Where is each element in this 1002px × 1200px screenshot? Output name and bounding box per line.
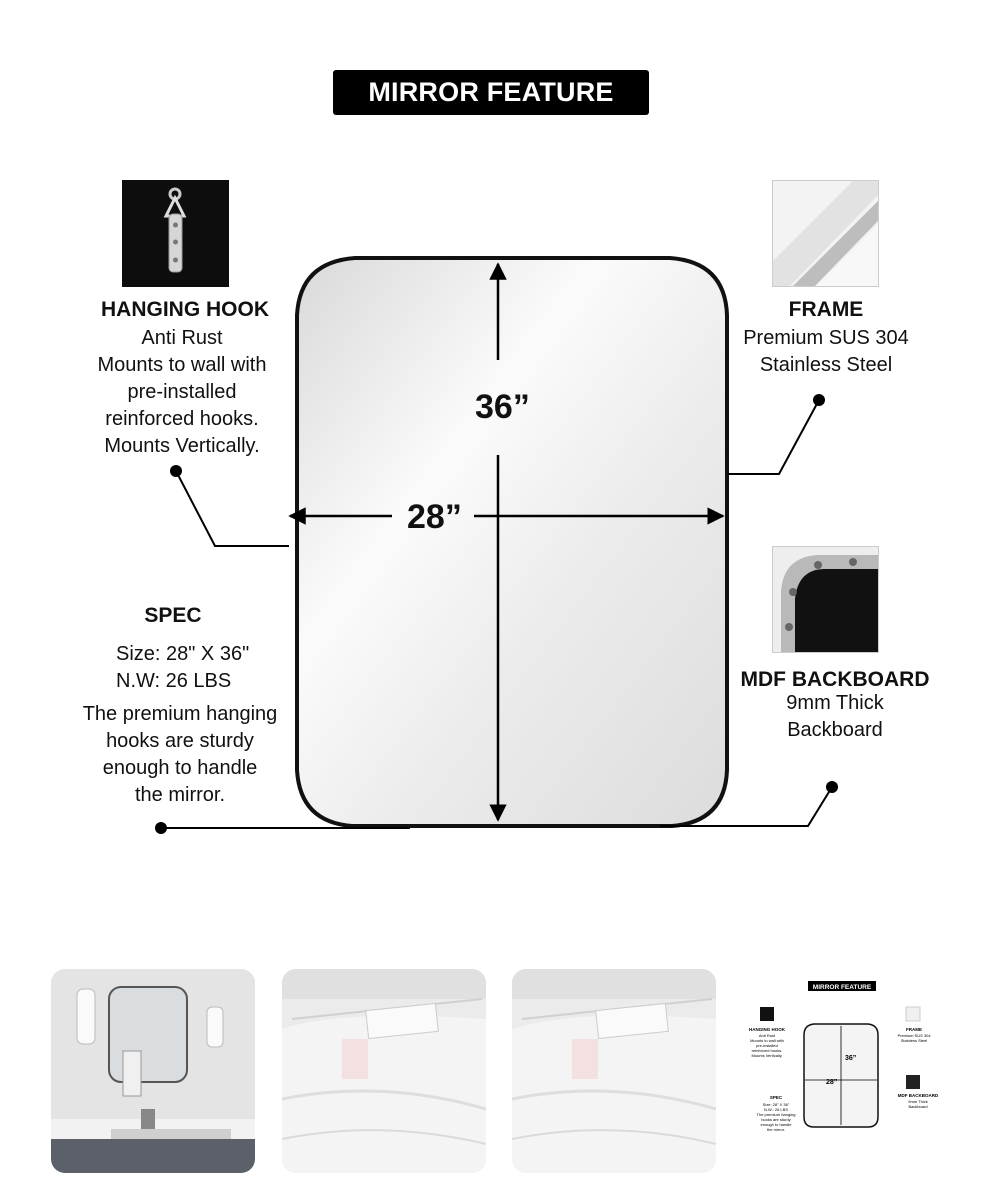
hook-line: pre-installed bbox=[127, 381, 237, 403]
mini-backboard-line: Backboard bbox=[908, 1104, 928, 1109]
mini-frame-heading: FRAME bbox=[906, 1027, 922, 1032]
spec-leader-dot bbox=[155, 822, 167, 834]
gallery-thumb-bathroom[interactable] bbox=[51, 969, 255, 1173]
mini-spec-line: enough to handle bbox=[760, 1122, 792, 1127]
mini-backboard-heading: MDF BACKBOARD bbox=[897, 1093, 939, 1098]
mini-spec-line: Size: 28" X 36" bbox=[762, 1102, 790, 1107]
frame-line: Stainless Steel bbox=[759, 354, 893, 376]
hook-line: Mounts Vertically. bbox=[104, 435, 260, 457]
mini-hook-heading: HANGING HOOK bbox=[749, 1027, 785, 1032]
frame-image bbox=[772, 180, 879, 287]
mini-hook-line: Mounts Vertically. bbox=[751, 1053, 783, 1058]
hanging-hook-description bbox=[62, 325, 302, 460]
frame-line: Premium SUS 304 bbox=[743, 327, 909, 349]
frame-heading: FRAME bbox=[788, 298, 864, 321]
hook-leader-line bbox=[176, 471, 289, 546]
spec-line: hooks are sturdy bbox=[106, 730, 254, 752]
spec-weight: N.W: 26 LBS bbox=[116, 670, 232, 692]
height-dimension-label: 36” bbox=[475, 388, 530, 426]
hook-line: Anti Rust bbox=[141, 327, 223, 349]
gallery-thumb-package-1[interactable] bbox=[282, 969, 486, 1173]
hanging-hook-heading: HANGING HOOK bbox=[101, 298, 269, 321]
mini-width-label: 28” bbox=[826, 1079, 838, 1086]
frame-description bbox=[716, 325, 936, 379]
gallery-thumb-package-2[interactable] bbox=[512, 969, 716, 1173]
width-dimension-label: 28” bbox=[407, 498, 462, 536]
backboard-line: Backboard bbox=[787, 719, 883, 741]
mini-hook-line: Mounts to wall with bbox=[750, 1038, 784, 1043]
mini-hook-line: Anti Rust bbox=[758, 1033, 776, 1038]
hook-leader-dot bbox=[170, 465, 182, 477]
mini-spec-heading: SPEC bbox=[769, 1095, 783, 1100]
page-title: MIRROR FEATURE bbox=[333, 70, 649, 115]
backboard-leader-dot bbox=[826, 781, 838, 793]
gallery-thumb-feature[interactable] bbox=[742, 969, 946, 1173]
spec-size: Size: 28" X 36" bbox=[116, 643, 250, 665]
mini-title: MIRROR FEATURE bbox=[812, 984, 872, 991]
spec-description bbox=[60, 701, 300, 809]
hanging-hook-image bbox=[122, 180, 229, 287]
frame-leader-dot bbox=[813, 394, 825, 406]
hook-line: Mounts to wall with bbox=[97, 354, 267, 376]
mini-hook-line: pre-installed bbox=[756, 1043, 778, 1048]
mini-height-label: 36” bbox=[845, 1055, 857, 1062]
mini-spec-line: The premium hanging bbox=[756, 1112, 796, 1117]
mini-spec-line: the mirror. bbox=[766, 1127, 786, 1132]
mini-hook-line: reinforced hooks. bbox=[751, 1048, 783, 1053]
spec-heading: SPEC bbox=[144, 604, 202, 627]
hook-line: reinforced hooks. bbox=[105, 408, 259, 430]
mini-frame-line: Premium SUS 304 bbox=[897, 1033, 931, 1038]
mirror-body bbox=[297, 258, 727, 826]
spec-line: The premium hanging bbox=[82, 703, 278, 725]
backboard-heading: MDF BACKBOARD bbox=[740, 668, 930, 691]
backboard-line: 9mm Thick bbox=[786, 692, 884, 714]
mini-frame-line: Stainless Steel bbox=[900, 1038, 928, 1043]
mini-backboard-line: 9mm Thick bbox=[908, 1099, 928, 1104]
frame-leader-line bbox=[728, 400, 819, 474]
spec-line: enough to handle bbox=[102, 757, 258, 779]
spec-line: the mirror. bbox=[134, 784, 226, 806]
backboard-image bbox=[772, 546, 879, 653]
backboard-description bbox=[735, 690, 935, 744]
mini-spec-line: hooks are sturdy bbox=[761, 1117, 791, 1122]
mini-spec-line: N.W.: 26 LBS bbox=[763, 1107, 789, 1112]
